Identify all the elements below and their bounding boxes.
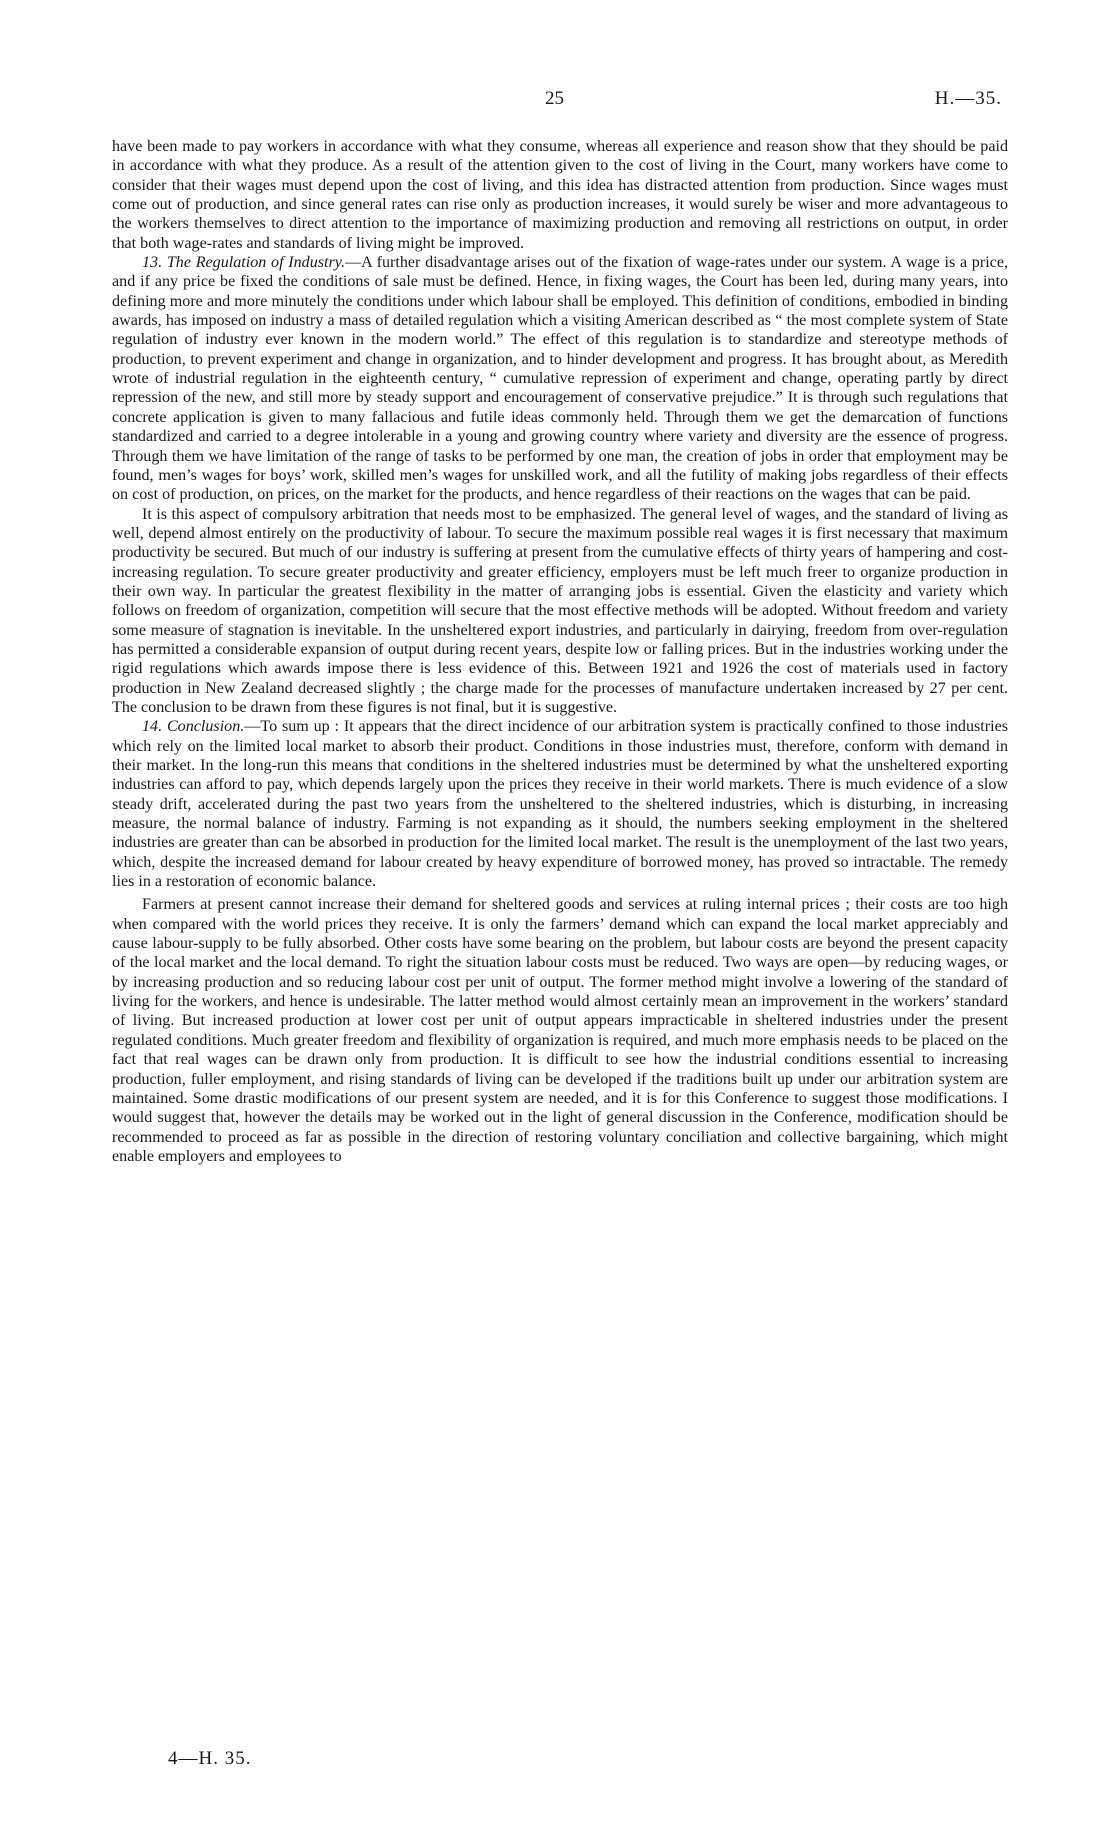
paragraph-conclusion xyxy=(112,717,1008,891)
page-header xyxy=(0,88,1114,118)
paragraph-compulsory-arbitration xyxy=(112,505,1008,718)
paragraph-regulation-of-industry xyxy=(112,253,1008,504)
paragraph-text: —A further disadvantage arises out of the fixation of wage-rates under our system. A wage is a price, and if any price be fixed the conditions of sale must be defined. Hence, in fixing wages, the Court has been led, during many years, into defining more and more minutely the conditions under which labour shall be employed. This definition of conditions, embodied in binding awards, has imposed on industry a mass of detailed regulation which a visiting American described as “ the most complete system of State regulation of industry ever known in the modern world.” The effect of this regulation is to standardize and stereotype methods of production, to prevent experiment and change in organization, and to hinder development and progress. It has brought about, as Meredith wrote of industrial regulation in the eighteenth century, “ cumulative repression of experiment and change, operating partly by direct repression of the new, and still more by steady support and encouragement of conservative prejudice.” It is through such regulations that concrete application is given to many fallacious and futile ideas commonly held. Through them we get the demarcation of functions standardized and carried to a degree intolerable in a young and growing country where variety and diversity are the essence of progress. Through them we have limitation of the range of tasks to be performed by one man, the creation of jobs in order that employment may be found, men’s wages for boys’ work, skilled men’s wages for unskilled work, and all the futility of making jobs regardless of their effects on cost of production, on prices, on the market for the products, and hence regardless of their reactions on the wages that can be paid. xyxy=(112,254,1008,504)
paragraph-text: have been made to pay workers in accordance with what they consume, whereas all experience and reason show that they should be paid in accordance with what they produce. As a result of the attention given to the cost of living in the Court, many workers have come to consider that their wages must depend upon the cost of living, and this idea has distracted attention from production. Since wages must come out of production, and since general rates can rise only as production increases, it would surely be wiser and more advantageous to the workers themselves to direct attention to the importance of maximizing production and removing all restrictions on output, in order that both wage-rates and standards of living might be improved. xyxy=(112,138,1008,252)
page-number: 25 xyxy=(545,88,564,109)
document-reference: H.—35. xyxy=(934,88,1002,109)
section-heading: 13. The Regulation of Industry. xyxy=(142,254,346,272)
paragraph-continuation xyxy=(112,137,1008,253)
paragraph-text: Farmers at present cannot increase their demand for sheltered goods and services at ruling internal prices ; their costs are too high when compared with the world prices they receive. It is only the farmers’ demand which can expand the local market appreciably and cause labour-supply to be fully absorbed. Other costs have some bearing on the problem, but labour costs are beyond the present capacity of the local market and the local demand. To right the situation labour costs must be reduced. Two ways are open—by reducing wages, or by increasing production and so reducing labour cost per unit of output. The former method might involve a lowering of the standard of living for the workers, and hence is undesirable. The latter method would almost certainly mean an improvement in the workers’ standard of living. But increased production at lower cost per unit of output appears impracticable in sheltered industries under the present regulated conditions. Much greater freedom and flexibility of organization is required, and much more emphasis needs to be placed on the fact that real wages can be drawn only from production. It is difficult to see how the industrial conditions essential to increasing production, fuller employment, and rising standards of living can be developed if the traditions built up under our arbitration system are maintained. Some drastic modifications of our present system are needed, and it is for this Conference to suggest those modifications. I would suggest that, however the details may be worked out in the light of general discussion in the Conference, modification should be recommended to proceed as far as possible in the direction of restoring voluntary conciliation and collective bargaining, which might enable employers and employees to xyxy=(112,896,1008,1165)
paragraph-text: It is this aspect of compulsory arbitration that needs most to be emphasized. The general level of wages, and the standard of living as well, depend almost entirely on the productivity of labour. To secure the maximum possible real wages it is first necessary that maximum productivity be secured. But much of our industry is suffering at present from the cumulative effects of thirty years of hampering and cost-increasing regulation. To secure greater productivity and greater efficiency, employers must be left much freer to organize production in their own way. In particular the greatest flexibility in the matter of arranging jobs is essential. Given the elasticity and variety which follows on freedom of organization, competition will secure that the most effective methods will be adopted. Without freedom and variety some measure of stagnation is inevitable. In the unsheltered export industries, and particularly in dairying, freedom from over-regulation has permitted a considerable expansion of output during recent years, despite low or falling prices. But in the industries working under the rigid regulations which awards impose there is less evidence of this. Between 1921 and 1926 the cost of materials used in factory production in New Zealand decreased slightly ; the charge made for the processes of manufacture undertaken increased by 27 per cent. The conclusion to be drawn from these figures is not final, but it is suggestive. xyxy=(112,505,1008,716)
section-heading: 14. Conclusion. xyxy=(142,718,245,736)
signature-reference: 4—H. 35. xyxy=(168,1748,252,1769)
paragraph-text: —To sum up : It appears that the direct incidence of our arbitration system is practically confined to those industries which rely on the limited local market to absorb their product. Conditions in those industries must, therefore, conform with demand in their market. In the long-run this means that conditions in the sheltered industries must be determined by what the unsheltered exporting industries can afford to pay, which depends largely upon the prices they receive in their world markets. There is much evidence of a slow steady drift, accelerated during the past two years from the unsheltered to the sheltered industries, which is disturbing, in increasing measure, the normal balance of industry. Farming is not expanding as it should, the numbers seeking employment in the sheltered industries are greater than can be absorbed in production for the limited local market. The result is the unemployment of the last two years, which, despite the increased demand for labour created by heavy expenditure of borrowed money, has proved so intractable. The remedy lies in a restoration of economic balance. xyxy=(112,718,1008,891)
paragraph-farmers xyxy=(112,895,1008,1166)
body-text xyxy=(112,137,1008,1166)
